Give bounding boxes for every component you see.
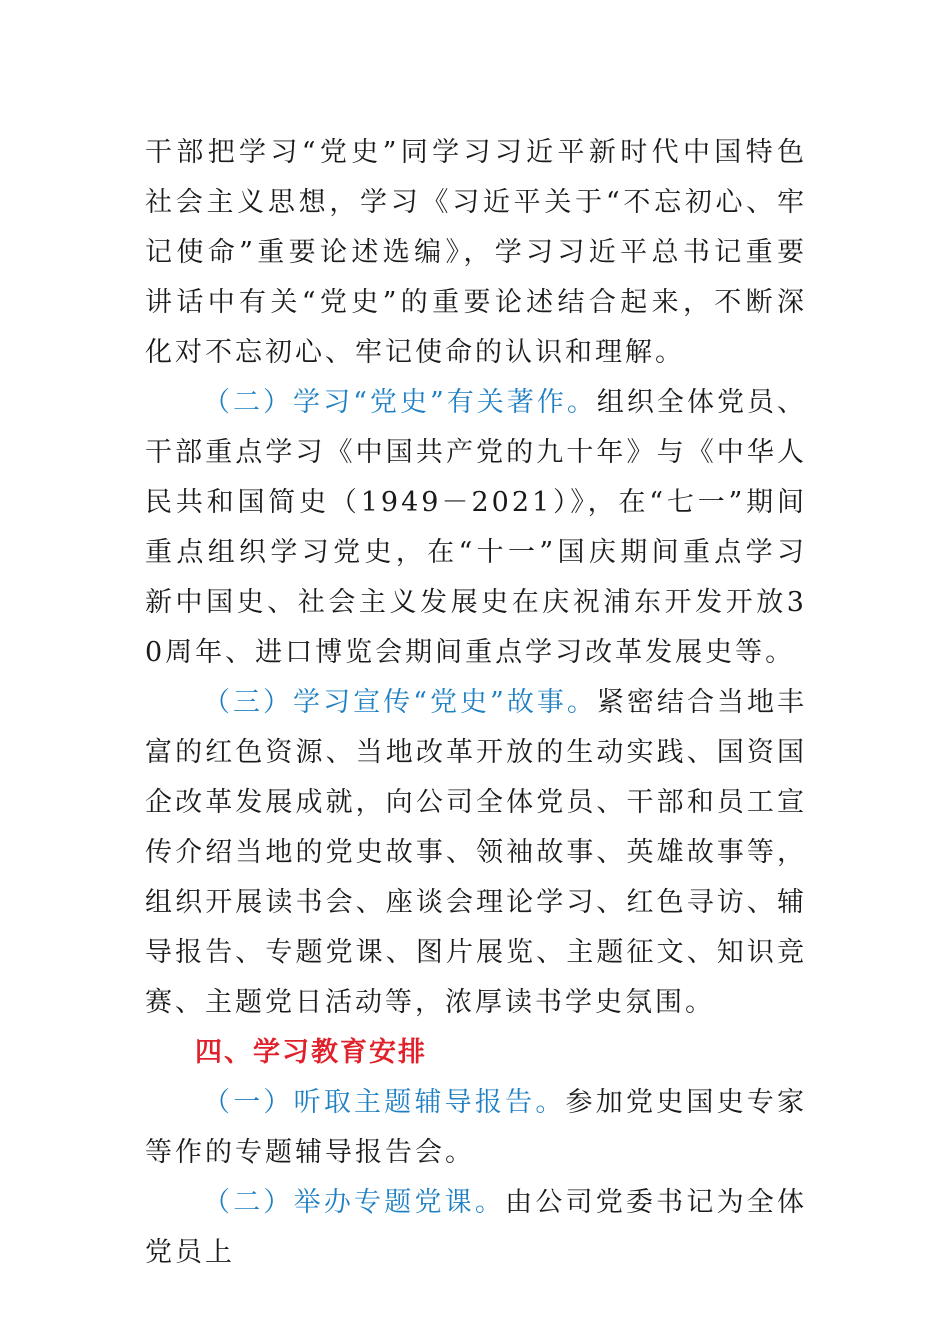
subheading-history-stories: （三）学习宣传“党史”故事。 [203,687,597,718]
subheading-party-lesson: （二）举办专题党课。 [203,1187,506,1218]
subheading-study-works: （二）学习“党史”有关著作。 [203,387,597,418]
document-page [145,128,807,1278]
paragraph-listen-report [145,1078,807,1178]
section-heading-arrangement: 四、学习教育安排 [195,1037,427,1068]
paragraph-party-lesson [145,1178,807,1278]
paragraph-study-history-thought [145,128,807,378]
paragraph-text: 紧密结合当地丰富的红色资源、当地改革开放的生动实践、国资国企改革发展成就，向公司全体党员、干部和员工宣传介绍当地的党史故事、领袖故事、英雄故事等，组织开展读书会、座谈会理论学习、红色寻访、辅导报告、专题党课、图片展览、主题征文、知识竞赛、主题党日活动等，浓厚读书学史氛围。 [145,687,808,1018]
paragraph-text: 组织全体党员、干部重点学习《中国共产党的九十年》与《中华人民共和国简史（1949－2021）》，在“七一”期间重点组织学习党史，在“十一”国庆期间重点学习新中国史、社会主义发展史在庆祝浦东开发开放30周年、进口博览会期间重点学习改革发展史等。 [145,387,808,668]
paragraph-text: 干部把学习“党史”同学习习近平新时代中国特色社会主义思想，学习《习近平关于“不忘初心、牢记使命”重要论述选编》，学习习近平总书记重要讲话中有关“党史”的重要论述结合起来，不断深化对不忘初心、牢记使命的认识和理解。 [145,137,807,368]
paragraph-text: 参加党史国史专家等作的专题辅导报告会。 [145,1087,808,1168]
paragraph-study-works [145,378,807,678]
subheading-listen-report: （一）听取主题辅导报告。 [203,1087,566,1118]
paragraph-history-stories [145,678,807,1028]
paragraph-text: 由公司党委书记为全体党员上 [145,1187,808,1268]
